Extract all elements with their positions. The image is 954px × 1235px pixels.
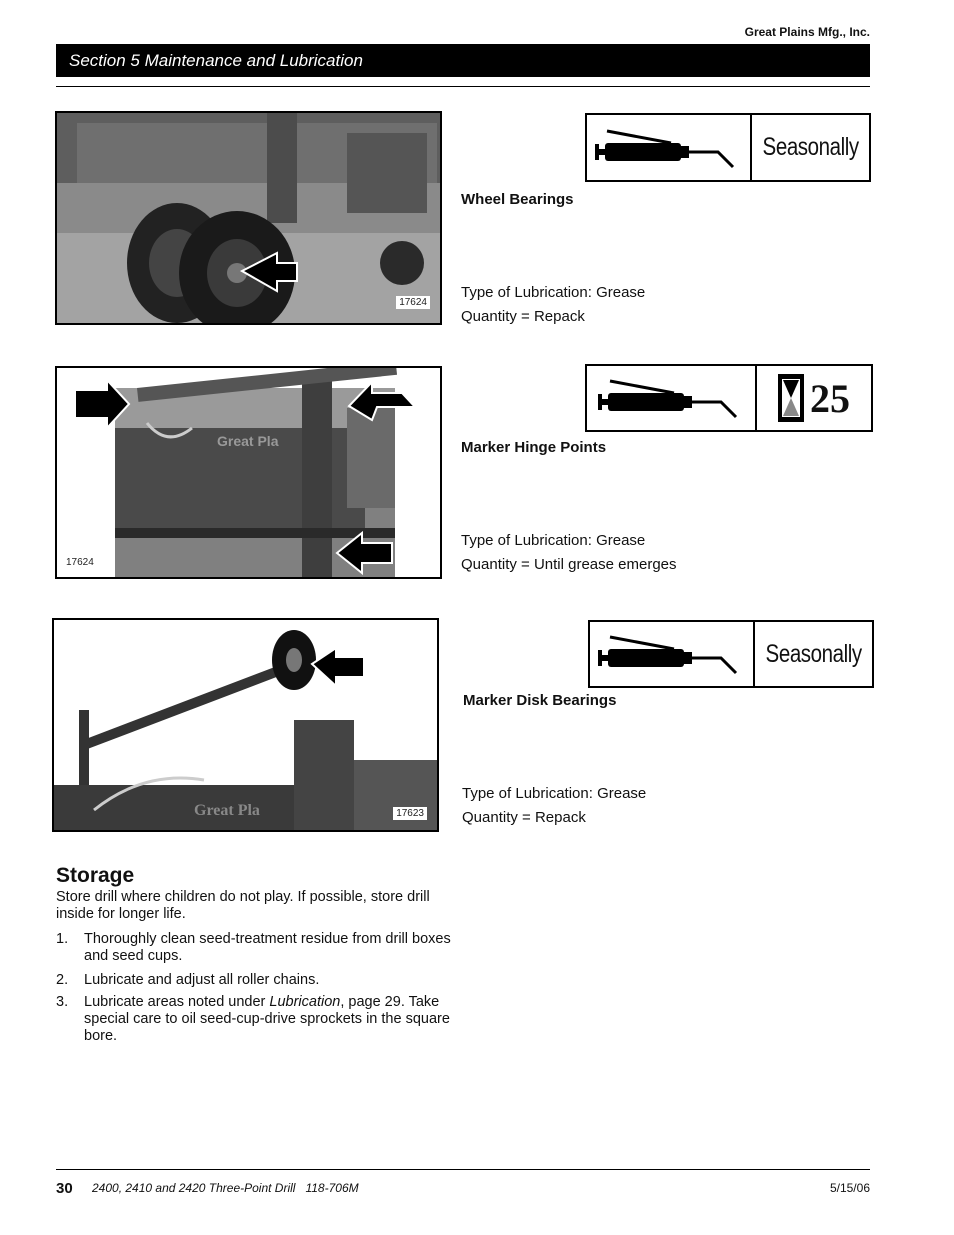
lube-decal-seasonally	[588, 620, 874, 688]
hourglass-icon	[778, 374, 804, 422]
item-title: Marker Hinge Points	[461, 439, 607, 456]
step-number: 3.	[56, 994, 69, 1010]
lube-quantity: Quantity = Repack	[462, 809, 586, 826]
lube-type: Type of Lubrication: Grease	[461, 532, 646, 549]
interval-label: Seasonally	[762, 133, 859, 161]
header-rule	[56, 86, 870, 87]
lube-quantity: Quantity = Until grease emerges	[461, 556, 677, 573]
marker-disk-photo	[52, 618, 439, 832]
section-title-bar: Section 5 Maintenance and Lubrication	[56, 44, 870, 77]
lube-type: Type of Lubrication: Grease	[461, 284, 646, 301]
storage-intro: Store drill where children do not play. If possible, store drill inside for longer life.	[56, 889, 430, 922]
photo-number: 17624	[63, 556, 97, 569]
step-text	[84, 994, 456, 1045]
photo-number: 17623	[393, 807, 427, 820]
interval-hours: 25	[810, 375, 850, 421]
footer-rule	[56, 1169, 870, 1170]
svg-text:Great Pla: Great Pla	[194, 802, 260, 819]
document-date: 5/15/06	[829, 1181, 870, 1195]
photo-number: 17624	[396, 296, 430, 309]
list-item	[56, 994, 456, 1045]
lube-decal-25-hours	[585, 364, 873, 432]
step-text-lead: Lubricate areas noted under	[84, 994, 270, 1010]
list-item	[56, 972, 456, 989]
company-name: Great Plains Mfg., Inc.	[744, 25, 870, 39]
step-text-tail: , page 29. Take special care to oil seed-cup-drive sprockets in the square bore.	[84, 994, 450, 1044]
item-title: Marker Disk Bearings	[463, 692, 617, 709]
list-item	[56, 931, 456, 965]
item-title: Wheel Bearings	[461, 191, 574, 208]
lube-decal-seasonally	[585, 113, 871, 182]
step-text: Lubricate and adjust all roller chains.	[84, 972, 320, 988]
grease-gun-icon	[587, 115, 752, 180]
grease-gun-icon	[590, 622, 755, 686]
step-number: 1.	[56, 931, 69, 947]
lube-quantity: Quantity = Repack	[461, 308, 585, 325]
document-title: 2400, 2410 and 2420 Three-Point Drill 118-706M	[92, 1181, 359, 1195]
storage-heading: Storage	[56, 864, 135, 887]
step-number: 2.	[56, 972, 69, 988]
lube-type: Type of Lubrication: Grease	[462, 785, 647, 802]
step-text: Thoroughly clean seed-treatment residue from drill boxes and seed cups.	[84, 931, 451, 964]
page-number: 30	[56, 1180, 73, 1197]
marker-hinge-photo	[55, 366, 442, 579]
wheel-bearings-photo	[55, 111, 442, 325]
svg-text:Great Pla: Great Pla	[217, 433, 279, 449]
lubrication-reference: Lubrication	[269, 994, 341, 1010]
interval-label: Seasonally	[765, 639, 862, 668]
grease-gun-icon	[587, 366, 757, 430]
